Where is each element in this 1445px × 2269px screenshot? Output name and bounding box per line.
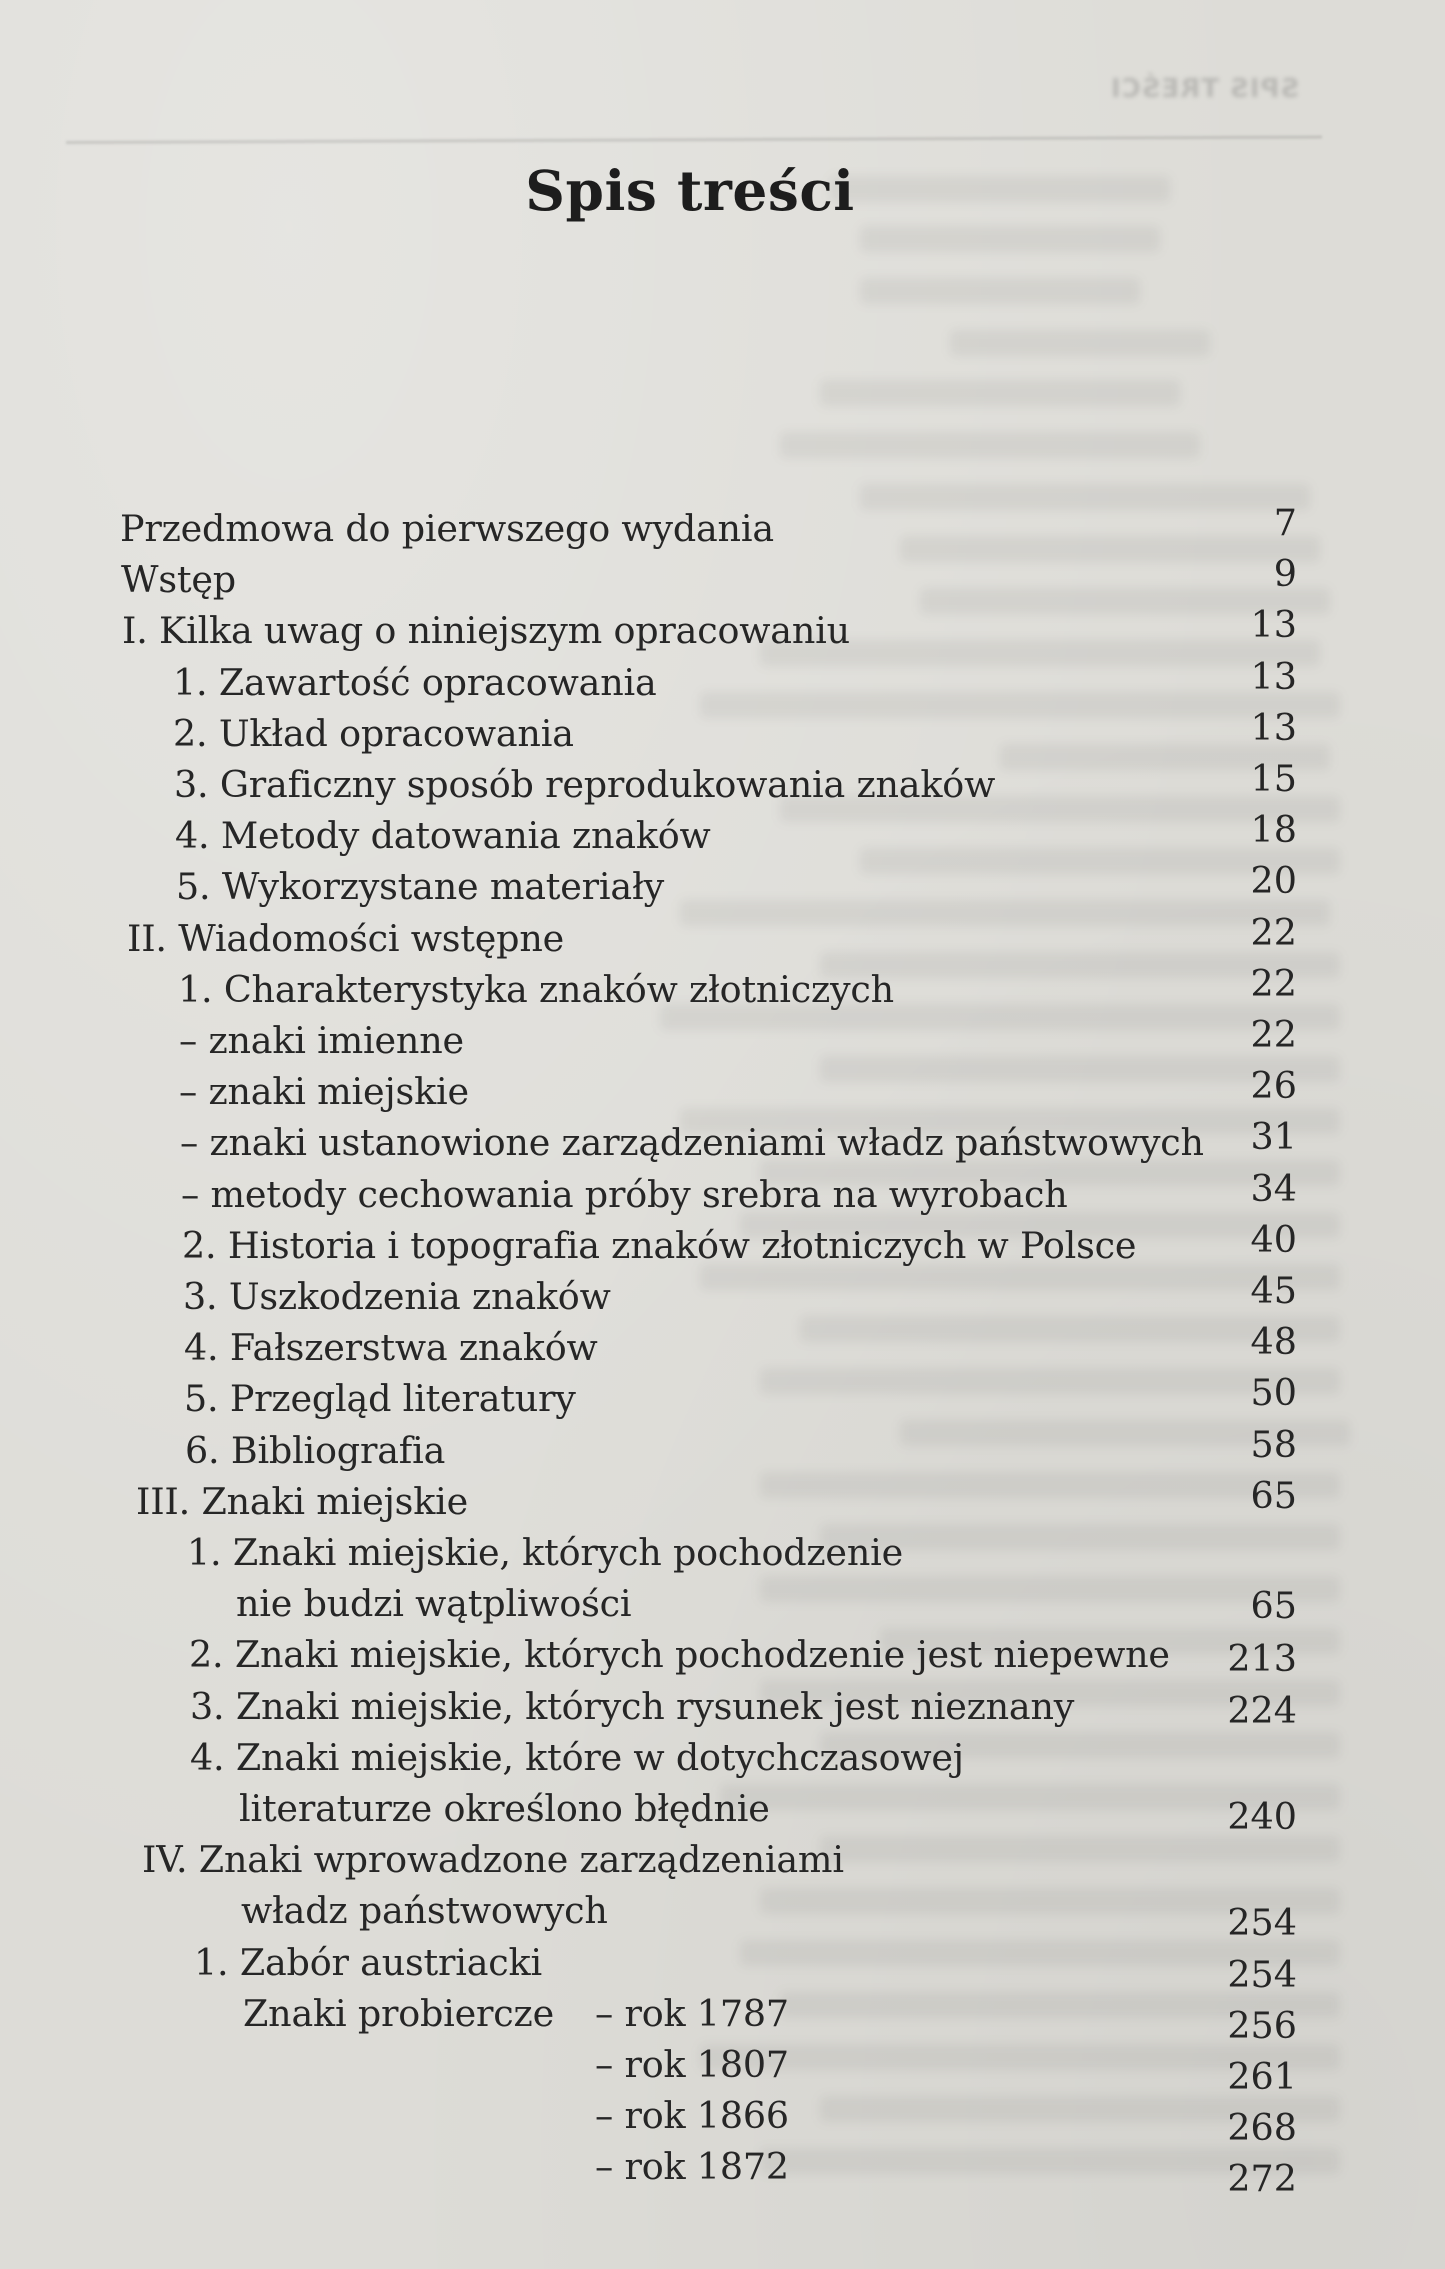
toc-page-number: 65 [1250, 1583, 1297, 1627]
toc-page-number: 18 [1250, 808, 1297, 852]
toc-page-number: 48 [1250, 1320, 1297, 1364]
toc-entry [0, 1166, 1445, 1220]
toc-page-number: 40 [1250, 1217, 1297, 1261]
toc-entry-title: III. Znaki miejskie [136, 1479, 469, 1523]
toc-entry [0, 1629, 1445, 1680]
toc-entry [0, 961, 1445, 1015]
toc-entry [0, 554, 1445, 605]
toc-page-number: 58 [1250, 1422, 1297, 1466]
toc-page-number: 31 [1250, 1115, 1297, 1159]
toc-page-number: 26 [1250, 1064, 1297, 1108]
toc-page-number: 65 [1250, 1473, 1297, 1517]
toc-entry-year: – rok 1866 [595, 2094, 789, 2138]
toc-entry [0, 1988, 1445, 2047]
toc-entry [0, 1066, 1445, 1117]
toc-entry [0, 1322, 1445, 1373]
toc-page-number: 22 [1250, 961, 1297, 1005]
toc-entry-title: Przedmowa do pierwszego wydania [120, 507, 774, 550]
toc-entry-title: 4. Fałszerstwa znaków [184, 1326, 598, 1370]
toc-entry [0, 2090, 1445, 2150]
toc-entry-title: 4. Metody datowania znaków [175, 814, 711, 858]
toc-entry-title: 3. Graficzny sposób reprodukowania znaków [174, 763, 996, 806]
toc-page-number: 15 [1250, 757, 1297, 800]
page-title: Spis treści [525, 158, 855, 223]
toc-page-number: 213 [1227, 1636, 1297, 1680]
toc-entry [0, 1937, 1445, 1996]
toc-entry [0, 1885, 1445, 1944]
toc-entry-title: 3. Znaki miejskie, których rysunek jest nieznany [190, 1684, 1075, 1728]
toc-entry-title: władz państwowych [241, 1889, 608, 1933]
toc-entry-title: 6. Bibliografia [185, 1428, 446, 1472]
toc-entry-title: 1. Znaki miejskie, których pochodzenie [187, 1531, 904, 1574]
toc-entry [0, 861, 1445, 912]
toc-entry [0, 1217, 1445, 1271]
toc-entry-title: 1. Zawartość opracowania [173, 660, 657, 704]
toc-entry-title: 4. Znaki miejskie, które w dotychczasowej [190, 1735, 964, 1779]
toc-entry-title: Znaki probiercze [243, 1991, 554, 2035]
toc-entry-title: – znaki imienne [179, 1019, 464, 1062]
toc-entry [0, 1271, 1445, 1322]
toc-page-number: 224 [1227, 1689, 1297, 1733]
toc-entry-title: – znaki ustanowione zarządzeniami władz państwowych [180, 1121, 1204, 1165]
toc-entry [0, 910, 1445, 964]
toc-entry-year: – rok 1872 [595, 2145, 789, 2189]
toc-entry [0, 1473, 1445, 1527]
toc-entry [0, 605, 1445, 656]
toc-entry-year: – rok 1787 [595, 1991, 789, 2035]
toc-page-number: 13 [1250, 705, 1297, 749]
toc-page-number: 13 [1250, 603, 1297, 647]
toc-entry [0, 1015, 1445, 1066]
toc-entry [0, 2141, 1445, 2201]
toc-entry-title: IV. Znaki wprowadzone zarządzeniami [142, 1838, 844, 1882]
toc-page-number: 50 [1250, 1371, 1297, 1415]
toc-page-number: 9 [1273, 552, 1297, 596]
toc-entry-title: 1. Charakterystyka znaków złotniczych [178, 967, 894, 1011]
toc-entry [0, 705, 1445, 759]
toc-page-number: 254 [1227, 1952, 1297, 1996]
toc-entry-title: 1. Zabór austriacki [194, 1940, 542, 1984]
toc-page-number: 22 [1250, 910, 1297, 954]
toc-entry [0, 2039, 1445, 2098]
show-through-running-header: SPIS TREŚCI [1110, 74, 1300, 104]
toc-entry [0, 1732, 1445, 1783]
toc-entry [0, 1834, 1445, 1885]
toc-entry [0, 1373, 1445, 1424]
toc-entry [0, 503, 1445, 554]
toc-entry [0, 1681, 1445, 1732]
toc-entry-title: 2. Układ opracowania [173, 711, 574, 755]
toc-entry [0, 654, 1445, 708]
toc-entry [0, 1578, 1445, 1629]
toc-page-number: 272 [1227, 2157, 1297, 2201]
toc-entry-title: 5. Wykorzystane materiały [176, 865, 664, 909]
toc-entry-title: 3. Uszkodzenia znaków [183, 1275, 611, 1318]
toc-entry-title: II. Wiadomości wstępne [127, 916, 565, 960]
toc-page-number: 34 [1250, 1166, 1297, 1210]
toc-entry-title: I. Kilka uwag o niniejszym opracowaniu [122, 609, 850, 653]
toc-entry-title: nie budzi wątpliwości [236, 1582, 632, 1626]
toc-page-number: 254 [1227, 1900, 1297, 1944]
toc-entry-title: literaturze określono błędnie [239, 1787, 770, 1830]
toc-entry-title: Wstęp [121, 558, 236, 602]
toc-entry [0, 810, 1445, 861]
toc-page-number: 7 [1273, 501, 1297, 544]
toc-entry-year: – rok 1807 [595, 2043, 789, 2086]
toc-page-number: 240 [1227, 1795, 1297, 1838]
toc-page-number: 20 [1250, 859, 1297, 903]
toc-entry-title: 5. Przegląd literatury [184, 1377, 576, 1421]
toc-page-number: 256 [1227, 2003, 1297, 2047]
toc-page-number: 45 [1250, 1269, 1297, 1312]
toc-entry-title: – metody cechowania próby srebra na wyrobach [181, 1172, 1068, 1216]
toc-entry [0, 1783, 1445, 1838]
toc-entry [0, 759, 1445, 810]
toc-entry [0, 1117, 1445, 1168]
toc-entry-title: 2. Znaki miejskie, których pochodzenie jest niepewne [189, 1633, 1170, 1677]
toc-entry-title: 2. Historia i topografia znaków złotniczych w Polsce [182, 1223, 1137, 1267]
toc-page-number: 22 [1250, 1013, 1297, 1056]
toc-page-number: 261 [1227, 2055, 1297, 2098]
toc-page-number: 13 [1250, 654, 1297, 698]
toc-entry [0, 1527, 1445, 1578]
toc-entry-title: – znaki miejskie [179, 1070, 469, 1114]
toc-page-number: 268 [1227, 2106, 1297, 2150]
toc-entry [0, 1422, 1445, 1476]
